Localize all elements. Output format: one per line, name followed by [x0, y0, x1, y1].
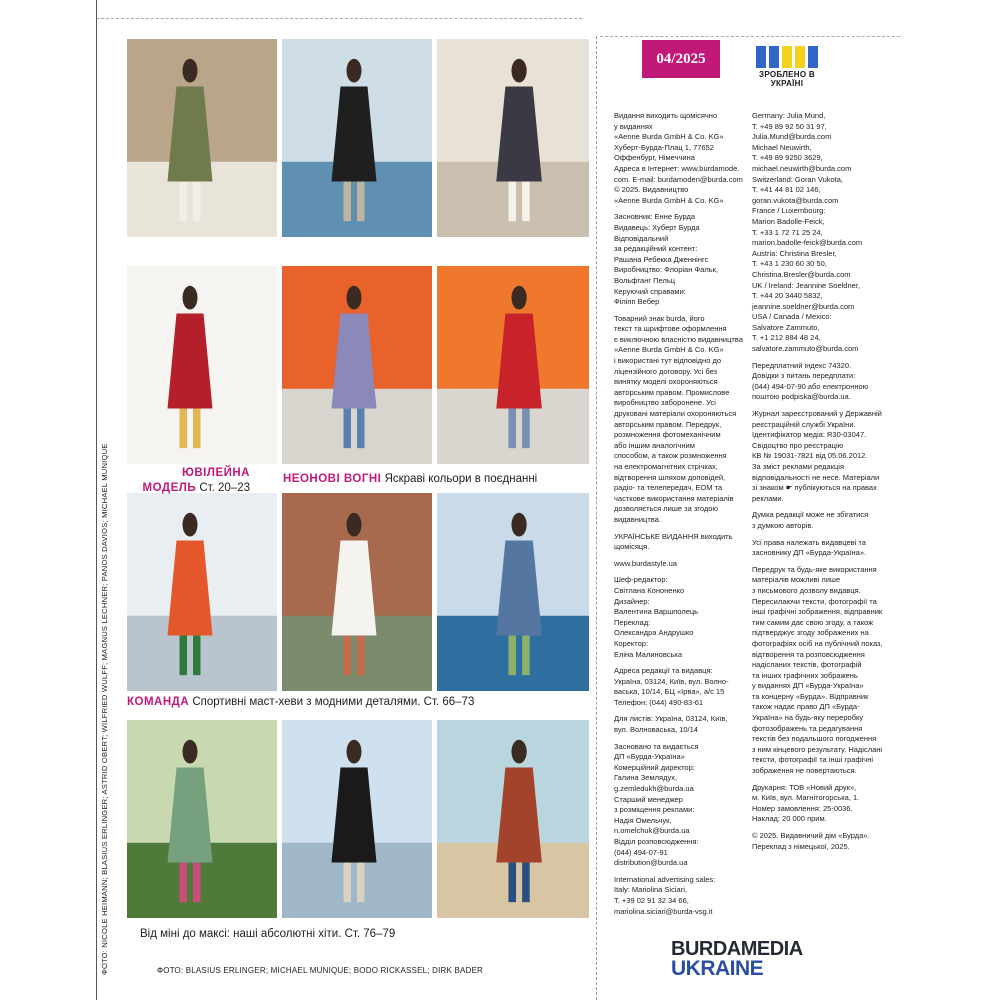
- caption-neon-title: НЕОНОВІ ВОГНІ: [283, 473, 382, 485]
- imprint-paragraph: Передплатний індекс 74320. Довідки з питань передплати: (044) 494-07-90 або електронною поштою podpiska@burda.ua.: [752, 360, 869, 402]
- photo-credits-vertical: ФОТО: NICOLE HEIMANN; BLASIUS ERLINGER; ASTRID OBERT; WILFRIED WULFF; MAGNUS LECHNER; PANOS DAVIOS; MICHAEL MUNIQUE: [100, 443, 109, 975]
- photo-woman-orange-dress-court: [127, 493, 277, 691]
- imprint-paragraph: Журнал зареєстрований у Державній реєстраційній службі України. Ідентифікатор медіа: R30-03047. Свідоцтво про реєстрацію КВ № 19031-7821 від 05.06.2012. За зміст реклами редакція відповідальності не несе. Матеріали зі знаком ☛ публікуються на правах реклами.: [752, 409, 882, 503]
- imprint-paragraph: Товарний знак burda, його текст та шрифтове оформлення є виключною власністю видавництва «Aenne Burda GmbH & Co. KG» і використані тут відповідно до ліцензійного договору. Усі без винятку моделі охороняються авторським правом. Промислове виробництво заборонене. Усі друковані матеріали охороняються авторським правом. Передрук, розмноження фотомеханічним або іншим аналогічним способом, а також розмноження на електромагнітних стрічках, відтворення шляхом доповідей, радіо- та телепередач, ЕОМ та часткове використання матеріалів дозволяється лише за згодою видавництва.: [614, 313, 743, 524]
- column-divider: [596, 36, 597, 1000]
- photo-woman-green-top-garden: [127, 720, 277, 918]
- imprint-paragraph: International advertising sales: Italy: Mariolina Siciari, T. +39 02 91 32 34 66, mariolina.siciari@burda-vsg.it: [614, 874, 716, 916]
- issue-number-badge: 04/2025: [642, 40, 720, 78]
- photo-woman-print-dress-room: [437, 39, 589, 237]
- imprint-column-right: [752, 111, 892, 858]
- ukraine-flag-icon: [756, 46, 818, 68]
- imprint-column-left: [614, 111, 752, 923]
- cut-line-top-left: [96, 0, 582, 19]
- imprint-paragraph: Для листів: Україна, 03124, Київ, вул. Волноваська, 10/14: [614, 714, 728, 735]
- imprint-paragraph: УКРАЇНСЬКЕ ВИДАННЯ виходить щомісяця.: [614, 531, 733, 552]
- cut-line-top-right: [600, 0, 900, 37]
- imprint-paragraph: Засновано та видається ДП «Бурда-Україна» Комерційний директор: Галина Землядух, g.zemledukh@burda.ua Старший менеджер з розміщення реклами: Надія Омельчук, n.omelchuk@burda.ua Відділ розповсюдження: (044) 494-07-91 distribution@burda.ua: [614, 741, 699, 868]
- caption-neon-text: Яскраві кольори в поєднанні: [384, 473, 538, 485]
- imprint-paragraph: Шеф-редактор: Світлана Кононенко Дизайнер: Валентина Варшполець Переклад: Олександра Андрушко Коректор: Еліна Малиновська: [614, 575, 699, 659]
- caption-neon-lights: [283, 473, 537, 485]
- imprint-paragraph: Усі права належать видавцеві та засновнику ДП «Бурда-Україна».: [752, 537, 867, 558]
- photo-woman-green-dress-corridor: [127, 39, 277, 237]
- photo-woman-red-pants-orange: [437, 266, 589, 464]
- burdamedia-ukraine-logo: [671, 940, 836, 978]
- caption-team-title: КОМАНДА: [127, 696, 190, 708]
- imprint-paragraph: Видання виходить щомісячно у виданнях «Aenne Burda GmbH & Co. KG» Хуберт-Бурда-Плац 1, 77652 Оффенбург, Німеччина Адреса в Інтернет: www.burdamode. com. E-mail: burdamoden@burda.com © 2025. Видавництво «Aenne Burda GmbH & Co. KG»: [614, 111, 743, 205]
- page-margin-line: [96, 0, 97, 1000]
- photo-woman-balcony-skirt: [282, 720, 432, 918]
- imprint-paragraph: Думка редакції може не збігатися з думкою авторів.: [752, 510, 869, 530]
- photo-credits-bottom: ФОТО: BLASIUS ERLINGER; MICHAEL MUNIQUE; BODO RICKASSEL; DIRK BADER: [157, 966, 484, 975]
- imprint-paragraph: © 2025. Видавничий дім «Бурда». Переклад з німецької, 2025.: [752, 831, 870, 851]
- photo-woman-white-top-track: [282, 493, 432, 691]
- photo-woman-patterned-dress-white: [127, 266, 277, 464]
- caption-mini-maxi-text: Від міні до максі: наші абсолютні хіти. Ст. 76–79: [140, 928, 396, 940]
- brand-line-2: UKRAINE: [671, 957, 764, 980]
- imprint-paragraph: Germany: Julia Mund, T. +49 89 92 50 31 97, Julia.Mund@burda.com Michael Neuwirth, T. +49 89 9250 3629, michael.neuwirth@burda.com Switzerland: Goran Vukota, T. +41 44 81 02 146, goran.vukota@burda.com France / Luxembourg: Marion Badolle-Feick, T. +33 1 72 71 25 24, marion.badolle-feick@burda.com Austria: Christina Bresler, T. +43 1 230 60 30 50, Christina.Bresler@burda.com UK / Ireland: Jeannine Soeldner, T. +44 20 3440 5832, jeannine.soeldner@burda.com USA / Canada / Mexico: Salvatore Zammuto, T. +1 212 884 48 24, salvatore.zammuto@burda.com: [752, 111, 863, 354]
- imprint-paragraph: Друкарня: ТОВ «Новий друк», м. Київ, вул. Магнітогорська, 1. Номер замовлення: 25-0036. Наклад: 20 000 прим.: [752, 782, 860, 824]
- imprint-paragraph: Засновник: Енне Бурда Видавець: Хуберт Бурда Відповідальний за редакційний контент: Рашана Ребекка Дженнінгс Виробництво: Флоріан Фальк, Вольфганг Пельц Керуючий справами: Філіпп Вебер: [614, 212, 718, 307]
- made-in-ukraine-logo: [756, 46, 818, 88]
- photo-woman-jeans-orange-wall: [282, 266, 432, 464]
- photo-woman-striped-shirt-beach: [437, 720, 589, 918]
- made-in-ukraine-text: ЗРОБЛЕНО В УКРАЇНІ: [759, 70, 815, 88]
- caption-anniversary-title: ЮВІЛЕЙНА МОДЕЛЬ: [142, 467, 250, 494]
- imprint-paragraph: Адреса редакції та видавця: Україна, 03124, Київ, вул. Волно- васька, 10/14, БЦ «Ірва», а/с 15 Телефон: (044) 490-83-61: [614, 666, 729, 707]
- caption-anniversary-model: [134, 466, 250, 496]
- photo-woman-denim-jacket-beach: [437, 493, 589, 691]
- photo-woman-black-sequin-sea: [282, 39, 432, 237]
- brand-line-1: BURDAMEDIA: [671, 938, 803, 960]
- imprint-paragraph: www.burdastyle.ua: [614, 558, 677, 568]
- caption-team: [127, 696, 474, 708]
- caption-anniversary-pages: Ст. 20–23: [199, 482, 250, 494]
- caption-mini-maxi: [140, 928, 395, 940]
- caption-team-text: Спортивні маст-хеви з модними деталями. Ст. 66–73: [192, 696, 475, 708]
- imprint-paragraph: Передрук та будь-яке використання матеріалів можливі лише з письмового дозволу видавця. Пересилаючи тексти, фотографії та інші графічні зображення, відправник тим самим дає свою згоду, а також підтверджує згоду зображених на фотографіях осіб на публічний показ, відтворення та розповсюдження надісланих текстів, фотографій та інших графічних зображень у виданнях ДП «Бурда-Україна» та концерну «Бурда». Відправник також надає право ДП «Бурда- Україна» на будь-яку переробку фотозображень та редагування текстів без подальшого погодження з ним кінцевого результату. Надіслані тексти, фотографії та інші графічні зображення не повертаються.: [752, 564, 883, 776]
